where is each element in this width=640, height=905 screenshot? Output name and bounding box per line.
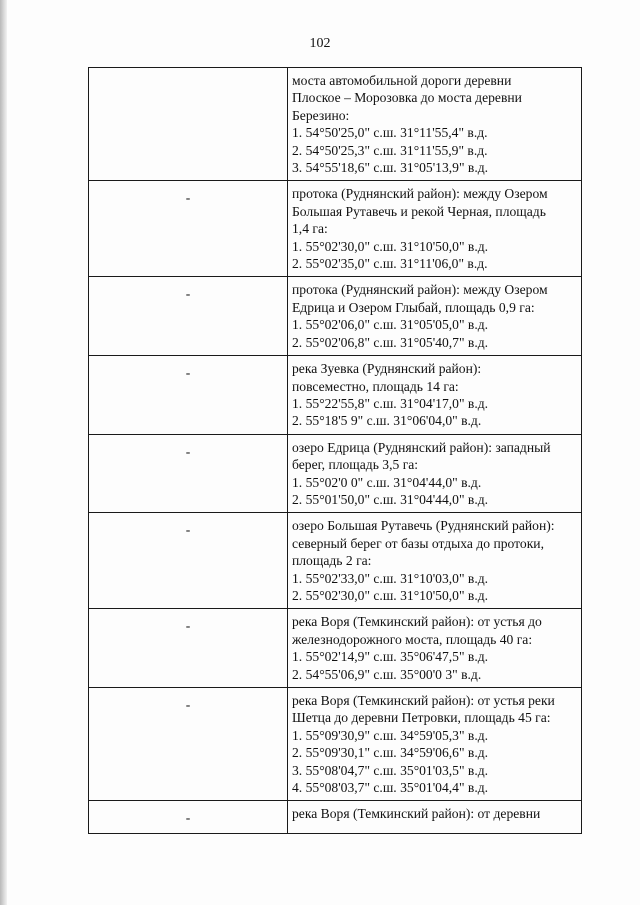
coordinate-line: 1. 55°09'30,9" с.ш. 34°59'05,3" в.д.: [292, 727, 489, 743]
row-marker-cell: [89, 688, 288, 801]
table-row: [89, 609, 582, 688]
table-row: [89, 688, 582, 801]
row-marker-cell: [89, 277, 288, 356]
coordinate-line: 2. 54°55'06,9" с.ш. 35°00'0 3" в.д.: [292, 666, 482, 682]
row-marker-cell: [89, 68, 288, 181]
coordinate-line: 2. 55°18'5 9" с.ш. 31°06'04,0" в.д.: [292, 413, 482, 429]
coordinate-line: 2. 55°02'35,0" с.ш. 31°11'06,0" в.д.: [292, 256, 488, 272]
coordinate-line: 3. 55°08'04,7" с.ш. 35°01'03,5" в.д.: [292, 762, 489, 778]
row-description-cell: [288, 609, 582, 688]
table-row: [89, 181, 582, 277]
table-row: [89, 434, 582, 513]
row-marker: -: [185, 522, 191, 538]
table-row: [89, 801, 582, 833]
coordinate-line: 2. 55°09'30,1" с.ш. 34°59'06,6" в.д.: [292, 745, 489, 761]
coordinate-line: 3. 54°55'18,6" с.ш. 31°05'13,9" в.д.: [292, 160, 489, 176]
table-row: [89, 513, 582, 609]
table-row: [89, 277, 582, 356]
coordinate-line: 1. 55°02'06,0" с.ш. 31°05'05,0" в.д.: [292, 317, 489, 333]
coordinate-line: 2. 55°01'50,0" с.ш. 31°04'44,0" в.д.: [292, 491, 489, 507]
row-description-cell: [288, 277, 582, 356]
row-marker: -: [185, 443, 191, 459]
table-body: [89, 68, 582, 834]
row-marker-cell: [89, 434, 288, 513]
coordinate-line: 1. 55°02'0 0" с.ш. 31°04'44,0" в.д.: [292, 474, 482, 490]
area-description: река Воря (Темкинский район): от деревни: [292, 806, 541, 822]
row-description-cell: [288, 688, 582, 801]
coordinate-line: 2. 55°02'30,0" с.ш. 31°10'50,0" в.д.: [292, 587, 489, 603]
area-description: река Воря (Темкинский район): от устья до железнодорожного моста, площадь 40 га:: [292, 614, 542, 647]
row-marker: -: [185, 618, 191, 634]
area-description: озеро Большая Рутавечь (Руднянский район): северный берег от базы отдыха до протоки, площадь 2 га:: [292, 518, 555, 569]
area-description: моста автомобильной дороги деревни Плоское – Морозовка до моста деревни Березино:: [292, 73, 522, 123]
coordinate-line: 1. 54°50'25,0" с.ш. 31°11'55,4" в.д.: [292, 125, 488, 141]
page-number: 102: [309, 36, 331, 51]
row-marker-cell: [89, 801, 288, 833]
area-description: река Воря (Темкинский район): от устья реки Шетца до деревни Петровки, площадь 45 га:: [292, 693, 555, 726]
row-marker-cell: [89, 513, 288, 609]
table-row: [89, 356, 582, 435]
row-description-cell: [288, 434, 582, 513]
coordinate-line: 1. 55°02'33,0" с.ш. 31°10'03,0" в.д.: [292, 570, 489, 586]
row-description-cell: [288, 801, 582, 833]
coordinate-line: 1. 55°02'30,0" с.ш. 31°10'50,0" в.д.: [292, 238, 489, 254]
row-marker: -: [185, 810, 191, 826]
row-marker: -: [185, 365, 191, 381]
coordinate-line: 2. 54°50'25,3" с.ш. 31°11'55,9" в.д.: [292, 142, 488, 158]
row-marker: -: [185, 286, 191, 302]
coordinates-table: [88, 67, 582, 834]
row-description-cell: [288, 356, 582, 435]
coordinate-line: 4. 55°08'03,7" с.ш. 35°01'04,4" в.д.: [292, 780, 489, 796]
row-description-cell: [288, 68, 582, 181]
row-description-cell: [288, 181, 582, 277]
area-description: река Зуевка (Руднянский район): повсеместно, площадь 14 га:: [292, 361, 482, 394]
table-row: [89, 68, 582, 181]
coordinate-line: 2. 55°02'06,8" с.ш. 31°05'40,7" в.д.: [292, 334, 489, 350]
coordinate-line: 1. 55°22'55,8" с.ш. 31°04'17,0" в.д.: [292, 395, 489, 411]
scan-edge-shadow: [0, 0, 7, 905]
coordinate-line: 1. 55°02'14,9" с.ш. 35°06'47,5" в.д.: [292, 649, 489, 665]
row-marker: -: [185, 190, 191, 206]
row-marker-cell: [89, 181, 288, 277]
row-marker-cell: [89, 356, 288, 435]
area-description: протока (Руднянский район): между Озером Едрица и Озером Глыбай, площадь 0,9 га:: [292, 282, 548, 315]
area-description: озеро Едрица (Руднянский район): западный берег, площадь 3,5 га:: [292, 439, 551, 473]
row-description-cell: [288, 513, 582, 609]
row-marker-cell: [89, 609, 288, 688]
area-description: протока (Руднянский район): между Озером Большая Рутавечь и рекой Черная, площадь 1,4 га:: [292, 186, 548, 237]
row-marker: -: [185, 697, 191, 712]
